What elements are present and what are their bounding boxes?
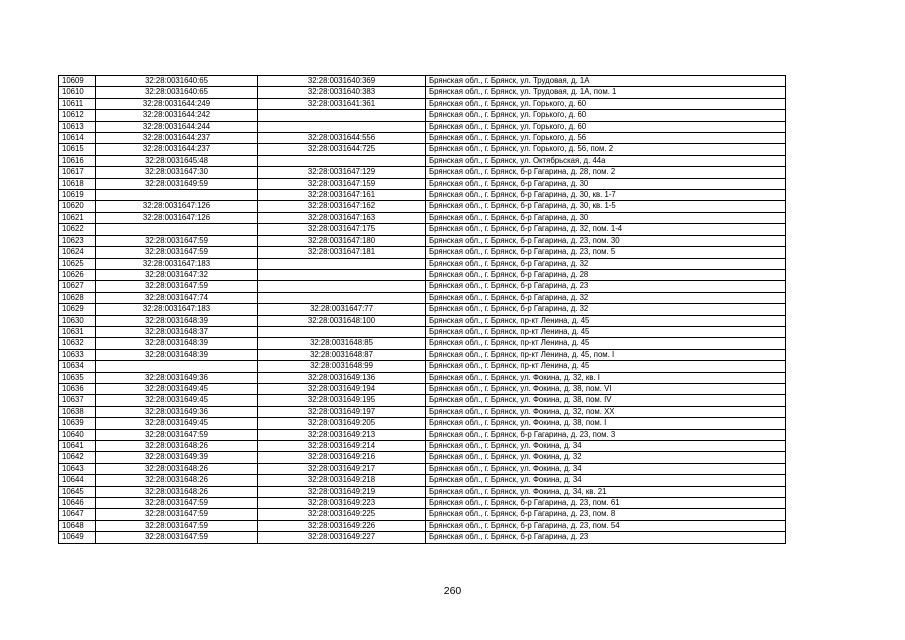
row-number-cell: 10628 (59, 292, 96, 303)
row-number-cell: 10647 (59, 509, 96, 520)
address-cell: Брянская обл., г. Брянск, пр-кт Ленина, д. 45 (426, 338, 786, 349)
table-row (59, 98, 786, 109)
row-number-cell: 10618 (59, 178, 96, 189)
table-row (59, 463, 786, 474)
parcel-cadastral-number-cell: 32:28:0031649:59 (96, 178, 258, 189)
object-cadastral-number-cell: 32:28:0031649:217 (258, 463, 426, 474)
parcel-cadastral-number-cell (96, 190, 258, 201)
object-cadastral-number-cell: 32:28:0031649:136 (258, 372, 426, 383)
object-cadastral-number-cell: 32:28:0031649:227 (258, 532, 426, 543)
parcel-cadastral-number-cell: 32:28:0031644:249 (96, 98, 258, 109)
table-row (59, 133, 786, 144)
parcel-cadastral-number-cell (96, 361, 258, 372)
object-cadastral-number-cell: 32:28:0031647:129 (258, 167, 426, 178)
object-cadastral-number-cell: 32:28:0031647:163 (258, 212, 426, 223)
parcel-cadastral-number-cell: 32:28:0031647:59 (96, 520, 258, 531)
object-cadastral-number-cell: 32:28:0031649:197 (258, 406, 426, 417)
address-cell: Брянская обл., г. Брянск, ул. Фокина, д. 34 (426, 441, 786, 452)
registry-body (59, 76, 786, 544)
row-number-cell: 10648 (59, 520, 96, 531)
address-cell: Брянская обл., г. Брянск, ул. Октябрьская, д. 44а (426, 155, 786, 166)
table-row (59, 452, 786, 463)
address-cell: Брянская обл., г. Брянск, ул. Фокина, д. 32 (426, 452, 786, 463)
row-number-cell: 10626 (59, 269, 96, 280)
address-cell: Брянская обл., г. Брянск, ул. Фокина, д. 34, кв. 21 (426, 486, 786, 497)
object-cadastral-number-cell: 32:28:0031647:159 (258, 178, 426, 189)
parcel-cadastral-number-cell: 32:28:0031648:26 (96, 475, 258, 486)
address-cell: Брянская обл., г. Брянск, ул. Фокина, д. 34 (426, 475, 786, 486)
table-row (59, 269, 786, 280)
parcel-cadastral-number-cell: 32:28:0031647:32 (96, 269, 258, 280)
table-row (59, 190, 786, 201)
address-cell: Брянская обл., г. Брянск, пр-кт Ленина, д. 45 (426, 315, 786, 326)
parcel-cadastral-number-cell: 32:28:0031647:59 (96, 498, 258, 509)
row-number-cell: 10625 (59, 258, 96, 269)
object-cadastral-number-cell (258, 121, 426, 132)
parcel-cadastral-number-cell: 32:28:0031644:237 (96, 144, 258, 155)
object-cadastral-number-cell: 32:28:0031649:219 (258, 486, 426, 497)
parcel-cadastral-number-cell: 32:28:0031647:183 (96, 304, 258, 315)
parcel-cadastral-number-cell (96, 224, 258, 235)
object-cadastral-number-cell: 32:28:0031649:218 (258, 475, 426, 486)
object-cadastral-number-cell: 32:28:0031644:725 (258, 144, 426, 155)
row-number-cell: 10636 (59, 383, 96, 394)
row-number-cell: 10619 (59, 190, 96, 201)
table-row (59, 292, 786, 303)
object-cadastral-number-cell: 32:28:0031649:194 (258, 383, 426, 394)
row-number-cell: 10617 (59, 167, 96, 178)
row-number-cell: 10642 (59, 452, 96, 463)
row-number-cell: 10646 (59, 498, 96, 509)
address-cell: Брянская обл., г. Брянск, ул. Фокина, д. 38, пом. IV (426, 395, 786, 406)
table-row (59, 201, 786, 212)
object-cadastral-number-cell (258, 281, 426, 292)
address-cell: Брянская обл., г. Брянск, б-р Гагарина, д. 23 (426, 281, 786, 292)
row-number-cell: 10614 (59, 133, 96, 144)
parcel-cadastral-number-cell: 32:28:0031649:39 (96, 452, 258, 463)
row-number-cell: 10611 (59, 98, 96, 109)
page-number: 260 (443, 585, 462, 597)
object-cadastral-number-cell: 32:28:0031647:77 (258, 304, 426, 315)
address-cell: Брянская обл., г. Брянск, б-р Гагарина, д. 30, кв. 1-7 (426, 190, 786, 201)
row-number-cell: 10620 (59, 201, 96, 212)
object-cadastral-number-cell: 32:28:0031648:99 (258, 361, 426, 372)
address-cell: Брянская обл., г. Брянск, б-р Гагарина, д. 28 (426, 269, 786, 280)
object-cadastral-number-cell: 32:28:0031649:213 (258, 429, 426, 440)
parcel-cadastral-number-cell: 32:28:0031644:244 (96, 121, 258, 132)
address-cell: Брянская обл., г. Брянск, ул. Горького, д. 60 (426, 121, 786, 132)
object-cadastral-number-cell: 32:28:0031647:161 (258, 190, 426, 201)
parcel-cadastral-number-cell: 32:28:0031647:74 (96, 292, 258, 303)
parcel-cadastral-number-cell: 32:28:0031640:65 (96, 87, 258, 98)
object-cadastral-number-cell: 32:28:0031640:369 (258, 76, 426, 87)
table-row (59, 520, 786, 531)
address-cell: Брянская обл., г. Брянск, ул. Фокина, д. 38, пом. I (426, 418, 786, 429)
row-number-cell: 10643 (59, 463, 96, 474)
address-cell: Брянская обл., г. Брянск, ул. Фокина, д. 32, кв. I (426, 372, 786, 383)
address-cell: Брянская обл., г. Брянск, ул. Фокина, д. 34 (426, 463, 786, 474)
parcel-cadastral-number-cell: 32:28:0031647:126 (96, 212, 258, 223)
row-number-cell: 10630 (59, 315, 96, 326)
address-cell: Брянская обл., г. Брянск, ул. Трудовая, д. 1А, пом. 1 (426, 87, 786, 98)
object-cadastral-number-cell: 32:28:0031649:216 (258, 452, 426, 463)
parcel-cadastral-number-cell: 32:28:0031647:59 (96, 235, 258, 246)
object-cadastral-number-cell: 32:28:0031649:214 (258, 441, 426, 452)
row-number-cell: 10644 (59, 475, 96, 486)
table-row (59, 281, 786, 292)
table-row (59, 395, 786, 406)
object-cadastral-number-cell (258, 155, 426, 166)
address-cell: Брянская обл., г. Брянск, пр-кт Ленина, д. 45 (426, 326, 786, 337)
row-number-cell: 10616 (59, 155, 96, 166)
table-row (59, 76, 786, 87)
object-cadastral-number-cell: 32:28:0031649:223 (258, 498, 426, 509)
address-cell: Брянская обл., г. Брянск, б-р Гагарина, д. 32 (426, 304, 786, 315)
row-number-cell: 10612 (59, 110, 96, 121)
address-cell: Брянская обл., г. Брянск, ул. Горького, д. 60 (426, 98, 786, 109)
address-cell: Брянская обл., г. Брянск, б-р Гагарина, д. 30, кв. 1-5 (426, 201, 786, 212)
parcel-cadastral-number-cell: 32:28:0031645:48 (96, 155, 258, 166)
object-cadastral-number-cell: 32:28:0031644:556 (258, 133, 426, 144)
object-cadastral-number-cell: 32:28:0031648:85 (258, 338, 426, 349)
row-number-cell: 10633 (59, 349, 96, 360)
address-cell: Брянская обл., г. Брянск, б-р Гагарина, д. 28, пом. 2 (426, 167, 786, 178)
table-row (59, 315, 786, 326)
registry-table (58, 75, 786, 544)
address-cell: Брянская обл., г. Брянск, ул. Фокина, д. 38, пом. VI (426, 383, 786, 394)
address-cell: Брянская обл., г. Брянск, б-р Гагарина, д. 32, пом. 1-4 (426, 224, 786, 235)
object-cadastral-number-cell: 32:28:0031649:195 (258, 395, 426, 406)
object-cadastral-number-cell: 32:28:0031649:205 (258, 418, 426, 429)
parcel-cadastral-number-cell: 32:28:0031649:45 (96, 383, 258, 394)
address-cell: Брянская обл., г. Брянск, б-р Гагарина, д. 30 (426, 178, 786, 189)
row-number-cell: 10622 (59, 224, 96, 235)
row-number-cell: 10645 (59, 486, 96, 497)
address-cell: Брянская обл., г. Брянск, ул. Горького, д. 60 (426, 110, 786, 121)
row-number-cell: 10610 (59, 87, 96, 98)
row-number-cell: 10615 (59, 144, 96, 155)
parcel-cadastral-number-cell: 32:28:0031647:30 (96, 167, 258, 178)
object-cadastral-number-cell (258, 326, 426, 337)
table-row (59, 372, 786, 383)
table-row (59, 441, 786, 452)
parcel-cadastral-number-cell: 32:28:0031648:26 (96, 441, 258, 452)
parcel-cadastral-number-cell: 32:28:0031647:59 (96, 509, 258, 520)
address-cell: Брянская обл., г. Брянск, б-р Гагарина, д. 23, пом. 5 (426, 247, 786, 258)
row-number-cell: 10613 (59, 121, 96, 132)
address-cell: Брянская обл., г. Брянск, ул. Горького, д. 56, пом. 2 (426, 144, 786, 155)
address-cell: Брянская обл., г. Брянск, б-р Гагарина, д. 32 (426, 258, 786, 269)
table-row (59, 110, 786, 121)
table-row (59, 429, 786, 440)
address-cell: Брянская обл., г. Брянск, б-р Гагарина, д. 30 (426, 212, 786, 223)
table-row (59, 144, 786, 155)
parcel-cadastral-number-cell: 32:28:0031648:39 (96, 349, 258, 360)
parcel-cadastral-number-cell: 32:28:0031647:59 (96, 429, 258, 440)
table-row (59, 212, 786, 223)
table-row (59, 247, 786, 258)
table-row (59, 532, 786, 543)
object-cadastral-number-cell: 32:28:0031649:226 (258, 520, 426, 531)
object-cadastral-number-cell: 32:28:0031648:87 (258, 349, 426, 360)
address-cell: Брянская обл., г. Брянск, б-р Гагарина, д. 32 (426, 292, 786, 303)
address-cell: Брянская обл., г. Брянск, б-р Гагарина, д. 23, пом. 30 (426, 235, 786, 246)
address-cell: Брянская обл., г. Брянск, б-р Гагарина, д. 23 (426, 532, 786, 543)
table-row (59, 304, 786, 315)
row-number-cell: 10649 (59, 532, 96, 543)
row-number-cell: 10631 (59, 326, 96, 337)
parcel-cadastral-number-cell: 32:28:0031647:183 (96, 258, 258, 269)
parcel-cadastral-number-cell: 32:28:0031648:39 (96, 315, 258, 326)
address-cell: Брянская обл., г. Брянск, б-р Гагарина, д. 23, пом. 61 (426, 498, 786, 509)
table-row (59, 121, 786, 132)
address-cell: Брянская обл., г. Брянск, б-р Гагарина, д. 23, пом. 8 (426, 509, 786, 520)
object-cadastral-number-cell: 32:28:0031649:225 (258, 509, 426, 520)
parcel-cadastral-number-cell: 32:28:0031647:59 (96, 532, 258, 543)
table-row (59, 486, 786, 497)
row-number-cell: 10639 (59, 418, 96, 429)
table-row (59, 224, 786, 235)
parcel-cadastral-number-cell: 32:28:0031649:45 (96, 395, 258, 406)
parcel-cadastral-number-cell: 32:28:0031647:126 (96, 201, 258, 212)
object-cadastral-number-cell (258, 258, 426, 269)
address-cell: Брянская обл., г. Брянск, б-р Гагарина, д. 23, пом. 54 (426, 520, 786, 531)
table-row (59, 361, 786, 372)
row-number-cell: 10609 (59, 76, 96, 87)
table-row (59, 235, 786, 246)
table-row (59, 418, 786, 429)
address-cell: Брянская обл., г. Брянск, ул. Горького, д. 56 (426, 133, 786, 144)
row-number-cell: 10634 (59, 361, 96, 372)
table-row (59, 349, 786, 360)
table-row (59, 406, 786, 417)
parcel-cadastral-number-cell: 32:28:0031640:65 (96, 76, 258, 87)
row-number-cell: 10623 (59, 235, 96, 246)
table-row (59, 475, 786, 486)
object-cadastral-number-cell: 32:28:0031641:361 (258, 98, 426, 109)
row-number-cell: 10641 (59, 441, 96, 452)
parcel-cadastral-number-cell: 32:28:0031649:36 (96, 406, 258, 417)
row-number-cell: 10638 (59, 406, 96, 417)
address-cell: Брянская обл., г. Брянск, б-р Гагарина, д. 23, пом. 3 (426, 429, 786, 440)
parcel-cadastral-number-cell: 32:28:0031647:59 (96, 247, 258, 258)
object-cadastral-number-cell (258, 292, 426, 303)
row-number-cell: 10632 (59, 338, 96, 349)
parcel-cadastral-number-cell: 32:28:0031648:26 (96, 486, 258, 497)
address-cell: Брянская обл., г. Брянск, ул. Фокина, д. 32, пом. XX (426, 406, 786, 417)
parcel-cadastral-number-cell: 32:28:0031644:242 (96, 110, 258, 121)
object-cadastral-number-cell: 32:28:0031647:180 (258, 235, 426, 246)
address-cell: Брянская обл., г. Брянск, пр-кт Ленина, д. 45 (426, 361, 786, 372)
parcel-cadastral-number-cell: 32:28:0031644:237 (96, 133, 258, 144)
table-row (59, 178, 786, 189)
table-row (59, 498, 786, 509)
object-cadastral-number-cell (258, 110, 426, 121)
row-number-cell: 10637 (59, 395, 96, 406)
object-cadastral-number-cell: 32:28:0031648:100 (258, 315, 426, 326)
parcel-cadastral-number-cell: 32:28:0031648:37 (96, 326, 258, 337)
row-number-cell: 10629 (59, 304, 96, 315)
row-number-cell: 10635 (59, 372, 96, 383)
table-row (59, 509, 786, 520)
object-cadastral-number-cell: 32:28:0031647:181 (258, 247, 426, 258)
address-cell: Брянская обл., г. Брянск, ул. Трудовая, д. 1А (426, 76, 786, 87)
row-number-cell: 10640 (59, 429, 96, 440)
row-number-cell: 10624 (59, 247, 96, 258)
table-row (59, 383, 786, 394)
row-number-cell: 10621 (59, 212, 96, 223)
table-row (59, 326, 786, 337)
parcel-cadastral-number-cell: 32:28:0031647:59 (96, 281, 258, 292)
parcel-cadastral-number-cell: 32:28:0031648:26 (96, 463, 258, 474)
object-cadastral-number-cell: 32:28:0031647:175 (258, 224, 426, 235)
parcel-cadastral-number-cell: 32:28:0031648:39 (96, 338, 258, 349)
object-cadastral-number-cell: 32:28:0031640:383 (258, 87, 426, 98)
object-cadastral-number-cell (258, 269, 426, 280)
table-row (59, 258, 786, 269)
table-row (59, 338, 786, 349)
object-cadastral-number-cell: 32:28:0031647:162 (258, 201, 426, 212)
table-row (59, 155, 786, 166)
address-cell: Брянская обл., г. Брянск, пр-кт Ленина, д. 45, пом. I (426, 349, 786, 360)
row-number-cell: 10627 (59, 281, 96, 292)
table-row (59, 167, 786, 178)
parcel-cadastral-number-cell: 32:28:0031649:36 (96, 372, 258, 383)
parcel-cadastral-number-cell: 32:28:0031649:45 (96, 418, 258, 429)
table-row (59, 87, 786, 98)
